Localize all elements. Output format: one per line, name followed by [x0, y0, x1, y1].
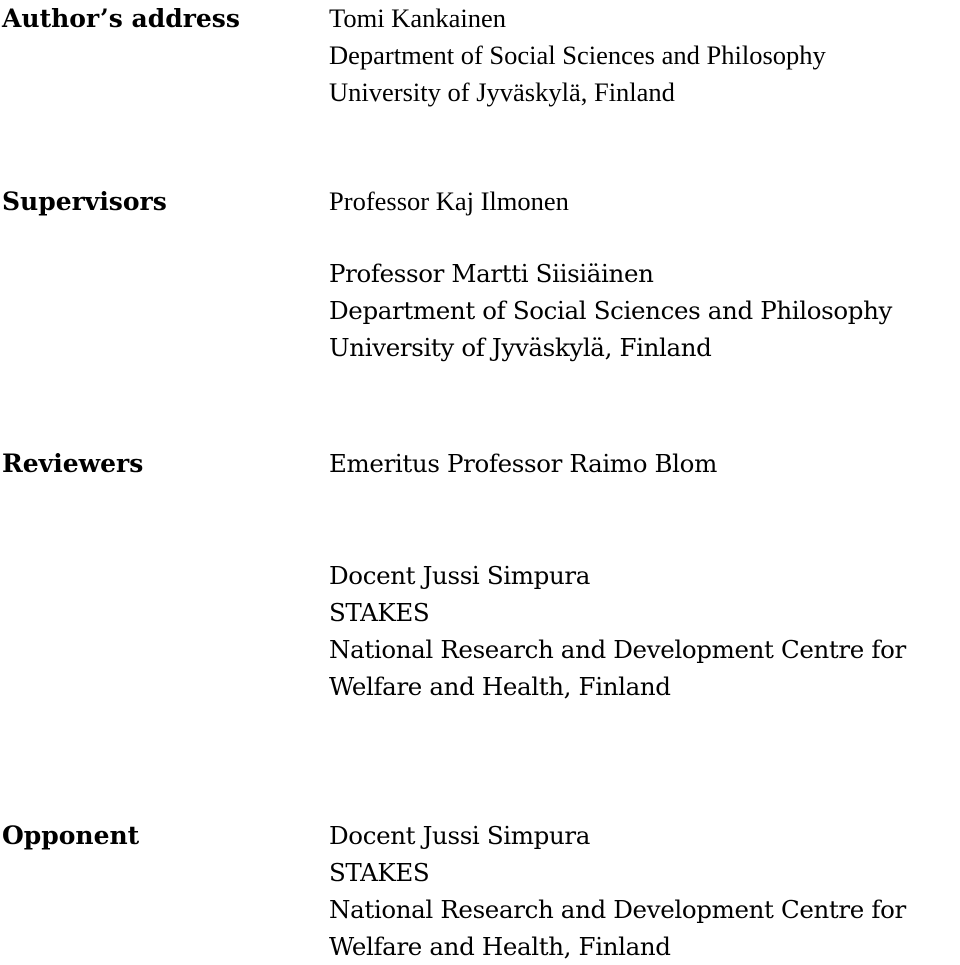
- supervisor-2-university: University of Jyväskylä, Finland: [329, 333, 712, 362]
- author-name: Tomi Kankainen: [329, 3, 506, 33]
- opponent-org: STAKES: [329, 858, 430, 887]
- opponent-org-full-2: Welfare and Health, Finland: [329, 932, 671, 961]
- supervisors-label: Supervisors: [2, 187, 167, 216]
- reviewer-2-name: Docent Jussi Simpura: [329, 561, 591, 590]
- opponent-org-full-1: National Research and Development Centre for: [329, 895, 906, 924]
- reviewer-2-org-full-1: National Research and Development Centre for: [329, 635, 906, 664]
- reviewer-2-org: STAKES: [329, 598, 430, 627]
- reviewer-2-block: [329, 557, 906, 705]
- supervisor-2-name: Professor Martti Siisiäinen: [329, 259, 654, 288]
- author-address-content: [329, 0, 826, 111]
- supervisor-1-name: Professor Kaj Ilmonen: [329, 186, 569, 216]
- supervisor-2-block: [329, 255, 892, 366]
- opponent-label: Opponent: [2, 821, 140, 850]
- author-address-label: Author’s address: [2, 4, 240, 33]
- author-department: Department of Social Sciences and Philosophy: [329, 40, 826, 70]
- reviewer-1-block: [329, 445, 717, 482]
- reviewer-1-name: Emeritus Professor Raimo Blom: [329, 449, 717, 478]
- reviewer-2-org-full-2: Welfare and Health, Finland: [329, 672, 671, 701]
- opponent-name: Docent Jussi Simpura: [329, 821, 591, 850]
- supervisors-content: [329, 183, 569, 254]
- author-university: University of Jyväskylä, Finland: [329, 77, 675, 107]
- opponent-block: [329, 817, 906, 965]
- reviewers-label: Reviewers: [2, 449, 144, 478]
- supervisor-2-department: Department of Social Sciences and Philosophy: [329, 296, 893, 325]
